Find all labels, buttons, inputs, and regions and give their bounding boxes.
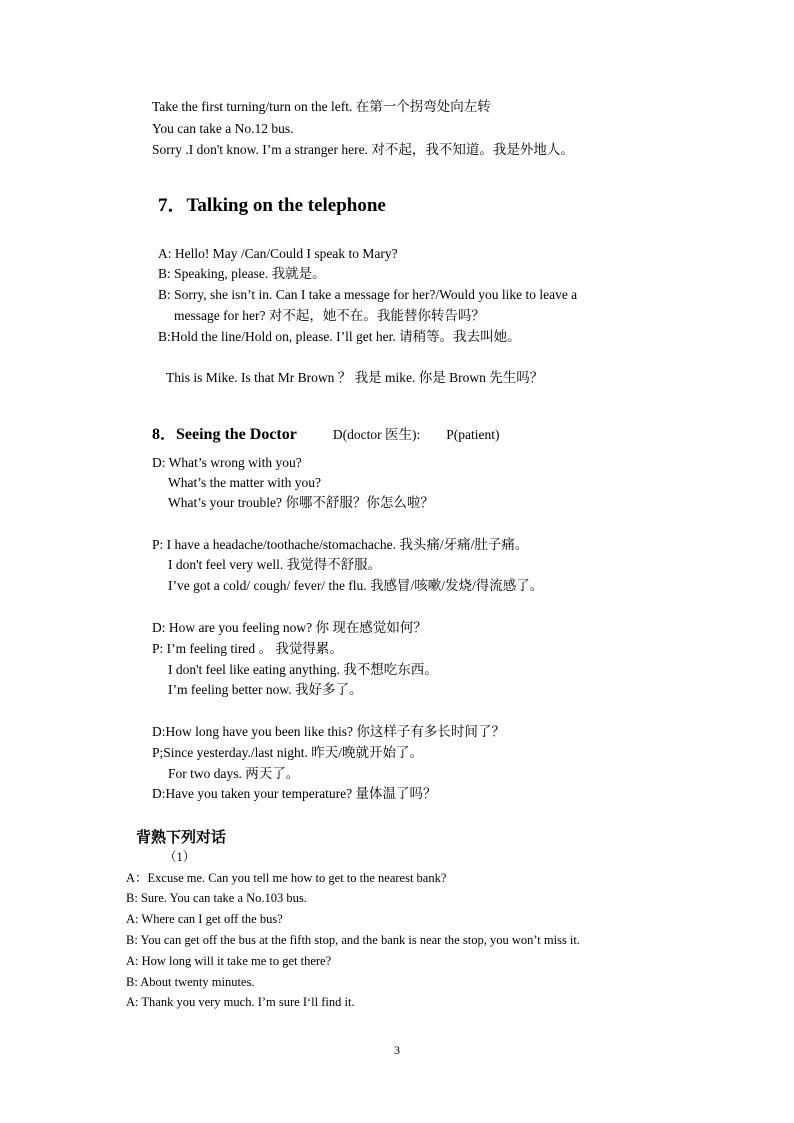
dialogue-line: I don't feel like eating anything. 我不想吃东西。 (168, 662, 438, 677)
patient-legend: P(patient) (446, 427, 500, 442)
recite-line: B: About twenty minutes. (126, 975, 255, 989)
section-7-heading: 7．Talking on the telephone (158, 195, 386, 216)
dialogue-line: D:How long have you been like this? 你这样子有多长时间了？ (152, 724, 505, 739)
dialogue-line: D:Have you taken your temperature? 量体温了吗？ (152, 786, 437, 801)
dialogue-line: B:Hold the line/Hold on, please. I’ll get her. 请稍等。我去叫她。 (158, 329, 521, 344)
dialogue-line: D: How are you feeling now? 你 现在感觉如何？ (152, 620, 427, 635)
direction-line: Take the first turning/turn on the left. 在第一个拐弯处向左转 (152, 99, 491, 114)
direction-line: You can take a No.12 bus. (152, 121, 294, 136)
recite-line: A：Excuse me. Can you tell me how to get to the nearest bank? (126, 871, 447, 885)
dialogue-line: P: I have a headache/toothache/stomachache. 我头痛/牙痛/肚子痛。 (152, 537, 529, 552)
dialogue-line: message for her? 对不起，她不在。我能替你转告吗？ (174, 308, 485, 323)
section-8-heading (152, 421, 499, 444)
recite-line: A: How long will it take me to get there? (126, 954, 332, 968)
dialogue-number: （1） (164, 850, 196, 864)
dialogue-line: What’s your trouble? 你哪不舒服？你怎么啦？ (168, 495, 434, 510)
dialogue-line: A: Hello! May /Can/Could I speak to Mary? (158, 246, 398, 261)
page-number: 3 (394, 1043, 400, 1057)
recite-line: A: Where can I get off the bus? (126, 912, 283, 926)
recite-line: B: You can get off the bus at the fifth stop, and the bank is near the stop, you won’t miss it. (126, 933, 581, 947)
section-8-title: 8．Seeing the Doctor (152, 426, 297, 443)
dialogue-line: P;Since yesterday./last night. 昨天/晚就开始了。 (152, 745, 423, 760)
dialogue-line: P: I’m feeling tired 。 我觉得累。 (152, 641, 343, 656)
dialogue-line: This is Mike. Is that Mr Brown ？ 我是 mike. 你是 Brown 先生吗？ (166, 370, 544, 385)
dialogue-line: B: Sorry, she isn’t in. Can I take a message for her?/Would you like to leave a (158, 287, 578, 302)
dialogue-line: I’m feeling better now. 我好多了。 (168, 682, 363, 697)
dialogue-line: B: Speaking, please. 我就是。 (158, 266, 326, 281)
dialogue-line: D: What’s wrong with you? (152, 455, 302, 470)
doctor-legend: D(doctor 医生): (332, 427, 421, 442)
dialogue-line: For two days. 两天了。 (168, 766, 300, 781)
dialogue-line: I don't feel very well. 我觉得不舒服。 (168, 557, 382, 572)
dialogue-line: What’s the matter with you? (168, 475, 321, 490)
recite-line: B: Sure. You can take a No.103 bus. (126, 891, 307, 905)
direction-line: Sorry .I don't know. I’m a stranger here. 对不起，我不知道。我是外地人。 (152, 142, 574, 157)
recite-line: A: Thank you very much. I’m sure I‘ll find it. (126, 995, 355, 1009)
dialogue-line: I’ve got a cold/ cough/ fever/ the flu. 我感冒/咳嗽/发烧/得流感了。 (168, 578, 544, 593)
recite-heading: 背熟下列对话 (136, 828, 227, 846)
